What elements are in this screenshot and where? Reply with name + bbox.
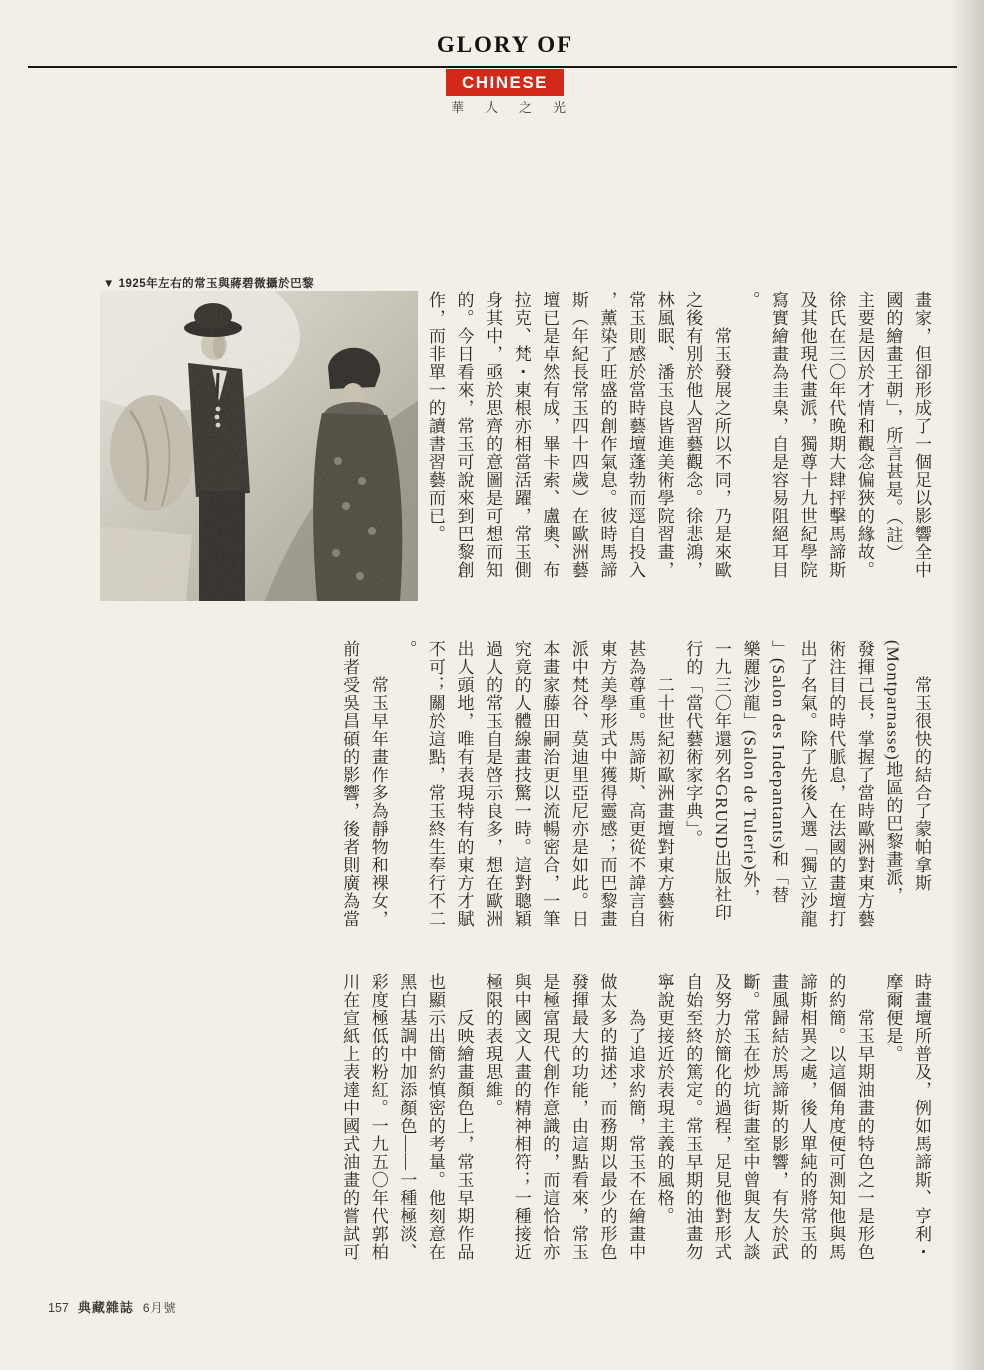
- text-column: 東方美學形式中獲得靈感；而巴黎畫: [597, 640, 617, 928]
- header-subtitle: 華人之光: [451, 100, 588, 115]
- text-column: 」(Salon des Indepantants)和「替: [769, 640, 789, 905]
- text-column: 過人的常玉自是啓示良多，想在歐洲: [483, 640, 503, 928]
- text-column: 斯（年紀長常玉四十四歲）在歐洲藝: [568, 291, 588, 579]
- text-column: 。: [740, 291, 760, 309]
- header-divider-line: [28, 66, 957, 68]
- article-block-2: [335, 640, 935, 940]
- text-column: 彩度極低的粉紅。一九五〇年代郭柏: [368, 973, 388, 1261]
- text-column: 也顯示出簡約慎密的考量。他刻意在: [425, 973, 445, 1261]
- text-column: 發揮最大的功能，由這點看來，常玉: [568, 973, 588, 1261]
- text-column: 常玉早期油畫的特色之一是形色: [854, 1009, 874, 1261]
- header-chinese-badge: [446, 69, 564, 96]
- text-column: ，薰染了旺盛的創作氣息。彼時馬諦: [597, 291, 617, 579]
- text-column: 一九三〇年還列名GRUND出版社印: [711, 640, 731, 922]
- text-column: 常玉發展之所以不同，乃是來歐: [711, 327, 731, 579]
- text-column: 術注目的時代脈息，在法國的畫壇打: [826, 640, 846, 928]
- text-column: 常玉早年畫作多為靜物和裸女，: [368, 676, 388, 928]
- text-column: 行的「當代藝術家字典」。: [683, 640, 703, 848]
- text-column: 徐氏在三〇年代晚期大肆抨擊馬諦斯: [826, 291, 846, 579]
- text-column: 之後有別於他人習藝觀念。徐悲鴻，: [683, 291, 703, 579]
- photo-grain-overlay: [100, 291, 418, 601]
- text-column: 川在宣紙上表達中國式油畫的嘗試可: [340, 973, 360, 1261]
- text-column: 及其他現代畫派，獨尊十九世紀學院: [797, 291, 817, 579]
- text-column: 不可；關於這點，常玉終生奉行不二: [425, 640, 445, 928]
- scan-edge-shadow: [950, 0, 984, 1370]
- text-column: 國的繪畫王朝」，所言甚是。（註）: [883, 291, 903, 562]
- text-column: 寫實繪畫為圭臬，自是容易阻絕耳目: [769, 291, 789, 579]
- text-column: 二十世紀初歐洲畫壇對東方藝術: [654, 676, 674, 928]
- text-column: 畫家，但卻形成了一個足以影響全中: [912, 291, 931, 579]
- text-column: 究竟的人體線畫技驚一時。這對聰穎: [511, 640, 531, 928]
- text-column: 甚為尊重。馬諦斯、高更從不諱言自: [626, 640, 646, 928]
- text-column: (Montparnasse)地區的巴黎畫派，: [883, 640, 903, 905]
- page-footer: [48, 1297, 177, 1316]
- text-column: 做太多的描述，而務期以最少的形色: [597, 973, 617, 1261]
- text-column: 的約簡。以這個角度便可測知他與馬: [826, 973, 846, 1261]
- text-column: 畫風歸結於馬諦斯的影響，有失於武: [769, 973, 789, 1261]
- text-column: 本畫家藤田嗣治更以流暢密合，一筆: [540, 640, 560, 928]
- text-column: 是極富現代創作意識的，而這恰恰亦: [540, 973, 560, 1261]
- article-block-3: [335, 973, 935, 1273]
- text-column: 黑白基調中加添顏色——一種極淡、: [397, 973, 417, 1261]
- text-column: 發揮己長，掌握了當時歐洲對東方藝: [854, 640, 874, 928]
- footer-issue: 6月號: [142, 1301, 177, 1315]
- text-column: 出人頭地，唯有表現特有的東方才賦: [454, 640, 474, 928]
- photo-sanyu-paris-1925: [100, 291, 418, 601]
- text-column: 林風眠、潘玉良皆進美術學院習畫，: [654, 291, 674, 579]
- text-column: 壇已是卓然有成，畢卡索、盧奧、布: [540, 291, 560, 579]
- text-column: 常玉則感於當時藝壇蓬勃而逕自投入: [626, 291, 646, 579]
- text-column: 為了追求約簡，常玉不在繪畫中: [626, 1009, 646, 1261]
- text-column: 作，而非單一的讀書習藝而已。: [425, 291, 445, 543]
- footer-page-number: 157: [48, 1301, 69, 1315]
- header-chinese-label: CHINESE: [461, 72, 549, 92]
- text-column: 極限的表現思維。: [483, 973, 503, 1117]
- text-column: 斷。常玉在炒坑街畫室中曾與友人談: [740, 973, 760, 1261]
- text-column: 派中梵谷、莫迪里亞尼亦是如此。日: [568, 640, 588, 928]
- text-column: 。: [397, 640, 417, 658]
- footer-magazine-name: 典藏雜誌: [77, 1300, 134, 1315]
- text-column: 自始至終的篤定。常玉早期的油畫勿: [683, 973, 703, 1261]
- text-column: 樂麗沙龍」(Salon de Tulerie)外，: [740, 640, 760, 907]
- text-column: 寧說更接近於表現主義的風格。: [654, 973, 674, 1225]
- text-column: 常玉很快的結合了蒙帕拿斯: [912, 676, 931, 892]
- text-column: 拉克、梵・東根亦相當活躍，常玉側: [511, 291, 531, 579]
- text-column: 身其中，亟於思齊的意圖是可想而知: [483, 291, 503, 579]
- text-column: 及努力於簡化的過程，足見他對形式: [711, 973, 731, 1261]
- text-column: 主要是因於才情和觀念偏狹的緣故。: [854, 291, 874, 579]
- text-column: 出了名氣。除了先後入選「獨立沙龍: [797, 640, 817, 928]
- text-column: 與中國文人畫的精神相符；一種接近: [511, 973, 531, 1261]
- photo-caption: ▼ 1925年左右的常玉與蔣碧微攝於巴黎: [103, 278, 315, 290]
- text-column: 的。今日看來，常玉可說來到巴黎創: [454, 291, 474, 579]
- text-column: 諦斯相異之處，後人單純的將常玉的: [797, 973, 817, 1261]
- text-column: 前者受吳昌碩的影響，後者則廣為當: [340, 640, 360, 928]
- article-block-1: [420, 291, 935, 591]
- text-column: 摩爾便是。: [883, 973, 903, 1063]
- text-column: 反映繪畫顏色上，常玉早期作品: [454, 1009, 474, 1261]
- header-glory-of: GLORY OF: [436, 32, 574, 57]
- text-column: 時畫壇所普及，例如馬諦斯、亨利・: [912, 973, 931, 1261]
